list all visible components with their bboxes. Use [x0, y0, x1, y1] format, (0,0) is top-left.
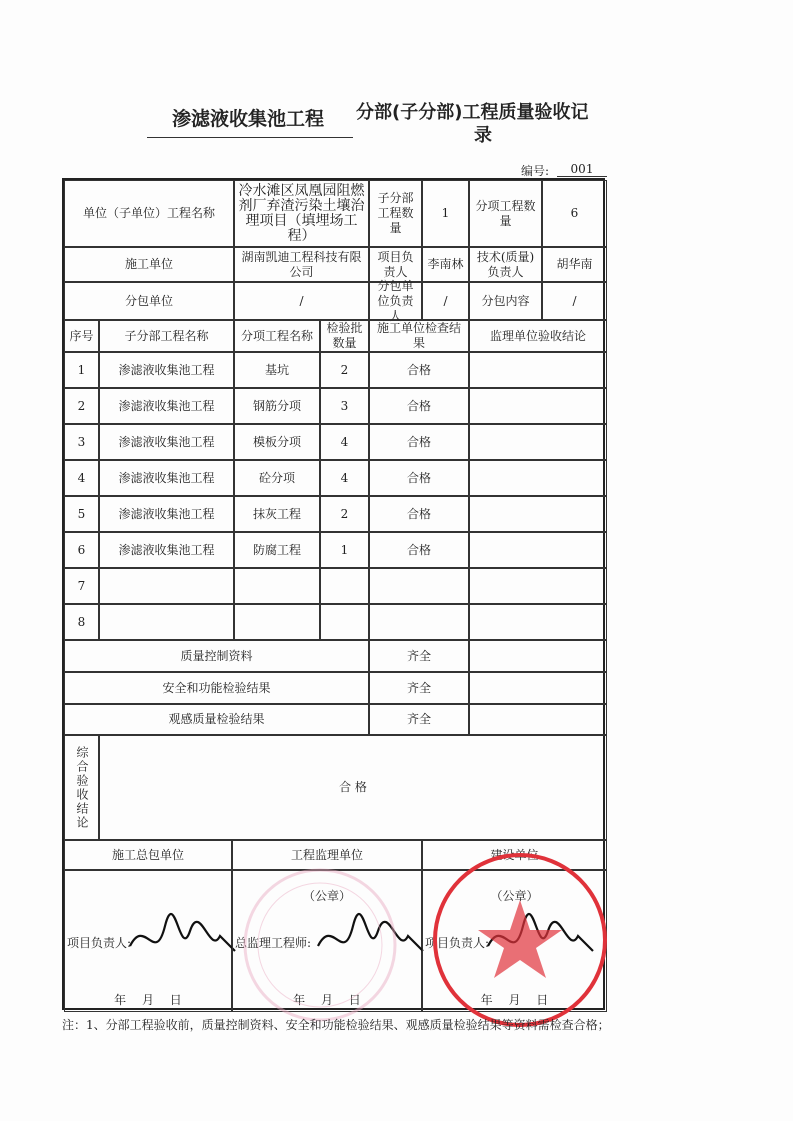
unit-label: 单位（子单位）工程名称	[64, 180, 234, 247]
row-sub: 渗滤液收集池工程	[99, 496, 234, 532]
row-item: 基坑	[234, 352, 320, 388]
column-header: 序号	[64, 320, 99, 352]
number-label: 编号:	[521, 164, 550, 178]
row-no: 3	[64, 424, 99, 460]
row-result: 合格	[369, 460, 469, 496]
project-title: 渗滤液收集池工程	[172, 108, 325, 130]
footnote: 注：1、分部工程验收前，质量控制资料、安全和功能检验结果、观感质量检验结果等资料需检查合格；	[62, 1018, 610, 1032]
sub-count-value: 1	[422, 180, 469, 247]
signature-unit-title: 工程监理单位	[232, 840, 422, 870]
row-no: 1	[64, 352, 99, 388]
row-no: 6	[64, 532, 99, 568]
row-sub: 渗滤液收集池工程	[99, 424, 234, 460]
row-sub: 渗滤液收集池工程	[99, 532, 234, 568]
tech-value: 胡华南	[542, 247, 607, 282]
check-label: 质量控制资料	[64, 640, 369, 672]
signature-unit-title: 建设单位	[422, 840, 607, 870]
row-item: 钢筋分项	[234, 388, 320, 424]
sub-count-label: 子分部工程数量	[369, 180, 422, 247]
row-count: 1	[320, 532, 369, 568]
pm-label: 项目负责人	[369, 247, 422, 282]
seal-label: （公章）	[490, 889, 539, 903]
signer-role: 总监理工程师:	[235, 936, 312, 950]
item-count-label: 分项工程数量	[469, 180, 542, 247]
signer-role: 项目负责人:	[67, 936, 132, 950]
row-result: 合格	[369, 424, 469, 460]
row-no: 2	[64, 388, 99, 424]
row-no: 8	[64, 604, 99, 640]
row-count: 3	[320, 388, 369, 424]
row-item: 防腐工程	[234, 532, 320, 568]
owner-stamp	[435, 855, 605, 1025]
summary-value: 合 格	[99, 735, 607, 840]
subcontractor-label: 分包单位	[64, 282, 234, 320]
column-header: 检验批数量	[320, 320, 369, 352]
tech-label: 技术(质量)负责人	[469, 247, 542, 282]
row-result: 合格	[369, 496, 469, 532]
check-value: 齐全	[369, 640, 469, 672]
row-result: 合格	[369, 352, 469, 388]
sign-date: 年 月 日	[293, 993, 361, 1007]
row-count: 2	[320, 496, 369, 532]
subcontractor-value: /	[234, 282, 369, 320]
column-header: 分项工程名称	[234, 320, 320, 352]
contractor-label: 施工单位	[64, 247, 234, 282]
row-count: 2	[320, 352, 369, 388]
sign-date: 年 月 日	[480, 993, 549, 1007]
row-item: 模板分项	[234, 424, 320, 460]
seal-label: （公章）	[302, 889, 351, 903]
row-sub: 渗滤液收集池工程	[99, 388, 234, 424]
item-count-value: 6	[542, 180, 607, 247]
summary-label: 综合验收结论	[64, 735, 99, 840]
doc-title-cont: 录	[474, 125, 492, 146]
column-header: 施工单位检查结果	[369, 320, 469, 352]
supervision-stamp	[245, 870, 395, 1020]
check-label: 观感质量检验结果	[64, 704, 369, 735]
row-count: 4	[320, 424, 369, 460]
row-sub: 渗滤液收集池工程	[99, 460, 234, 496]
sub-pm-label: 分包单位负责人	[369, 282, 422, 320]
column-header: 子分部工程名称	[99, 320, 234, 352]
row-count: 4	[320, 460, 369, 496]
check-label: 安全和功能检验结果	[64, 672, 369, 704]
row-result: 合格	[369, 532, 469, 568]
contractor-value: 湖南凯迪工程科技有限公司	[234, 247, 369, 282]
row-result: 合格	[369, 388, 469, 424]
unit-value: 冷水滩区凤凰园阻燃剂厂弃渣污染土壤治理项目（填埋场工程）	[234, 180, 369, 247]
row-sub: 渗滤液收集池工程	[99, 352, 234, 388]
pm-value: 李南林	[422, 247, 469, 282]
sub-pm-value: /	[422, 282, 469, 320]
number-value: 001	[557, 162, 607, 177]
signer-role: 项目负责人:	[425, 936, 490, 950]
column-header: 监理单位验收结论	[469, 320, 607, 352]
row-item: 抹灰工程	[234, 496, 320, 532]
row-no: 7	[64, 568, 99, 604]
sign-date: 年 月 日	[114, 993, 182, 1007]
sub-content-label: 分包内容	[469, 282, 542, 320]
doc-title: 分部(子分部)工程质量验收记	[356, 102, 589, 123]
row-item: 砼分项	[234, 460, 320, 496]
check-value: 齐全	[369, 704, 469, 735]
signature-unit-title: 施工总包单位	[64, 840, 232, 870]
row-no: 5	[64, 496, 99, 532]
row-no: 4	[64, 460, 99, 496]
sub-content-value: /	[542, 282, 607, 320]
check-value: 齐全	[369, 672, 469, 704]
